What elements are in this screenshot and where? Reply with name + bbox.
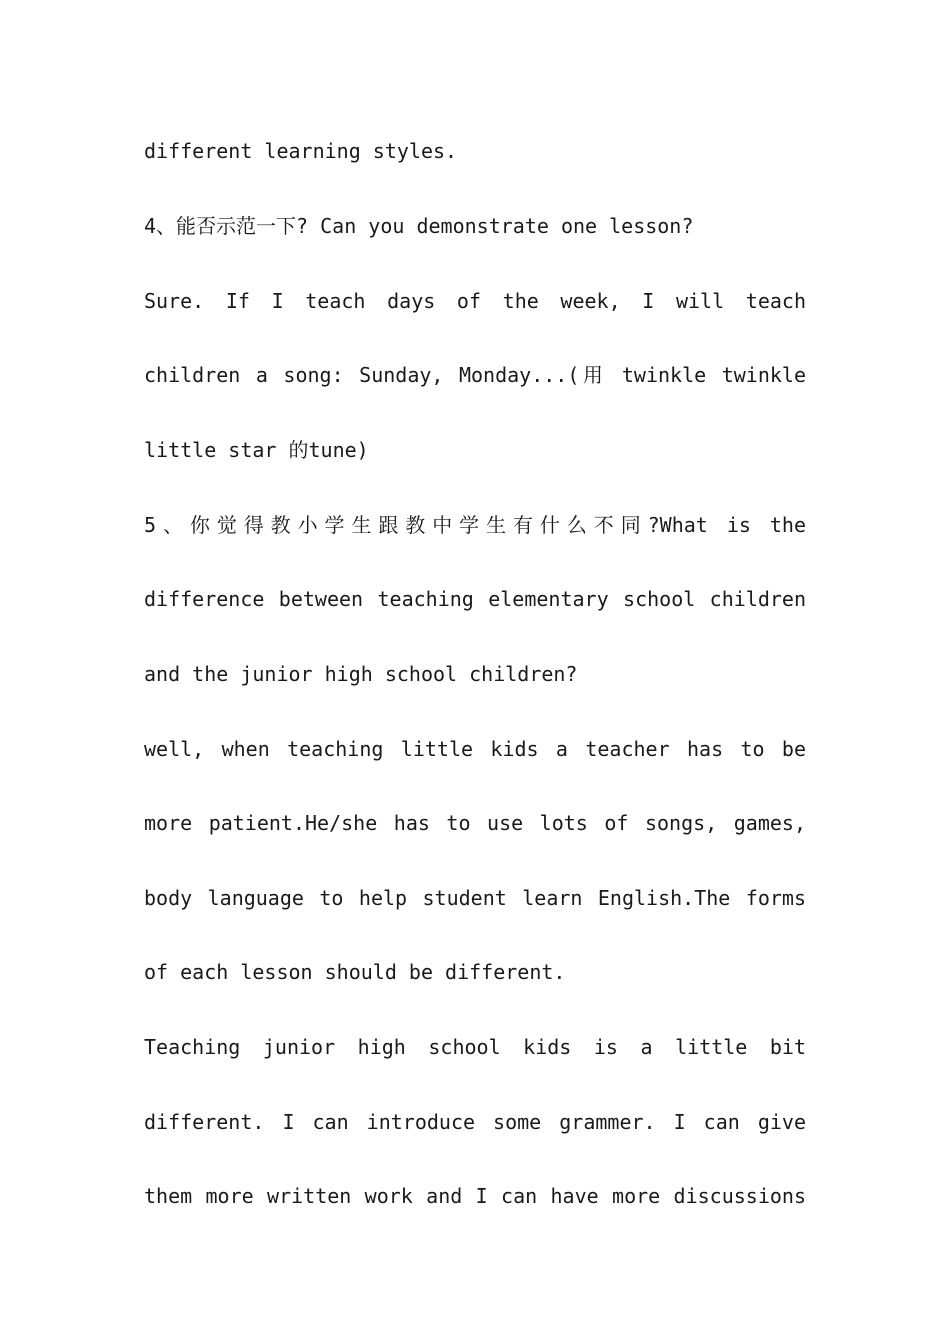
text-line: Teaching junior high school kids is a little bit <box>144 1035 806 1059</box>
text-line: well, when teaching little kids a teacher has to be <box>144 737 806 761</box>
text-line: different. I can introduce some grammer. I can give <box>144 1110 806 1134</box>
text-line: more patient.He/she has to use lots of songs, games, <box>144 811 806 835</box>
text-line: of each lesson should be different. <box>144 960 566 984</box>
text-line: Sure. If I teach days of the week, I will teach <box>144 289 806 313</box>
question-4-line: 4、能否示范一下? Can you demonstrate one lesson? <box>144 214 694 238</box>
text-line: different learning styles. <box>144 139 458 163</box>
text-line: children a song: Sunday, Monday...(用 twinkle twinkle <box>144 363 806 387</box>
text-line: them more written work and I can have more discussions <box>144 1184 806 1208</box>
text-line: and the junior high school children? <box>144 662 578 686</box>
text-line: little star 的tune) <box>144 438 369 462</box>
text-line: body language to help student learn English.The forms <box>144 886 806 910</box>
question-5-line: 5、你觉得教小学生跟教中学生有什么不同?What is the <box>144 513 806 537</box>
text-line: difference between teaching elementary school children <box>144 587 806 611</box>
